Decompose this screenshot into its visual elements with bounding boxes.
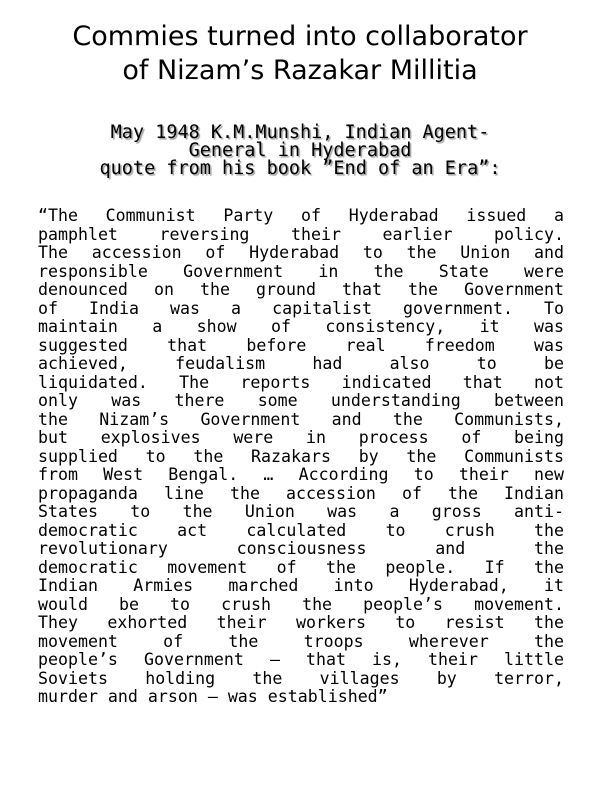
quote-line: only was there some understanding between (38, 392, 564, 410)
quote-line: States to the Union was a gross anti- (38, 503, 564, 521)
quote-line: democratic act calculated to crush the (38, 521, 564, 540)
quote-line: democratic movement of the people. If the (38, 558, 564, 577)
subtitle-line-3: quote from his book ”End of an Era”: (99, 158, 501, 179)
quote-line: liquidated. The reports indicated that not (38, 373, 564, 392)
quote-line: the Nizam’s Government and the Communists, (38, 410, 564, 429)
quote-line: denounced on the ground that the Government (38, 281, 564, 299)
quote-line: of India was a capitalist government. To (38, 299, 564, 318)
quote-line: suggested that before real freedom was (38, 336, 564, 355)
quote-line: supplied to the Razakars by the Communists (38, 447, 564, 466)
slide-subtitle (20, 124, 580, 178)
quote-line: revolutionary consciousness and the (38, 540, 564, 558)
quote-block (38, 207, 564, 707)
subtitle-line-1: May 1948 K.M.Munshi, Indian Agent- (110, 122, 490, 143)
slide-title (20, 20, 580, 88)
quote-line: propaganda line the accession of the Indian (38, 484, 564, 503)
quote-line: “The Communist Party of Hyderabad issued a (38, 207, 564, 225)
title-line-2: of Nizam’s Razakar Millitia (122, 55, 478, 86)
quote-line: would be to crush the people’s movement. (38, 595, 564, 614)
quote-line: maintain a show of consistency, it was (38, 318, 564, 336)
quote-line: Indian Armies marched into Hyderabad, it (38, 577, 564, 595)
quote-line: from West Bengal. … According to their new (38, 466, 564, 484)
quote-line: They exhorted their workers to resist the (38, 614, 564, 632)
quote-line: people’s Government – that is, their little (38, 651, 564, 669)
subtitle-line-2: General in Hyderabad (188, 140, 412, 161)
quote-line: Soviets holding the villages by terror, (38, 669, 564, 688)
quote-line: murder and arson – was established” (38, 688, 388, 706)
quote-line: responsible Government in the State were (38, 262, 564, 281)
quote-line: movement of the troops wherever the (38, 632, 564, 651)
quote-line: pamphlet reversing their earlier policy. (38, 225, 564, 244)
quote-line: achieved, feudalism had also to be (38, 355, 564, 373)
title-line-1: Commies turned into collaborator (72, 21, 528, 52)
quote-line: The accession of Hyderabad to the Union and (38, 244, 564, 262)
quote-line: but explosives were in process of being (38, 429, 564, 447)
